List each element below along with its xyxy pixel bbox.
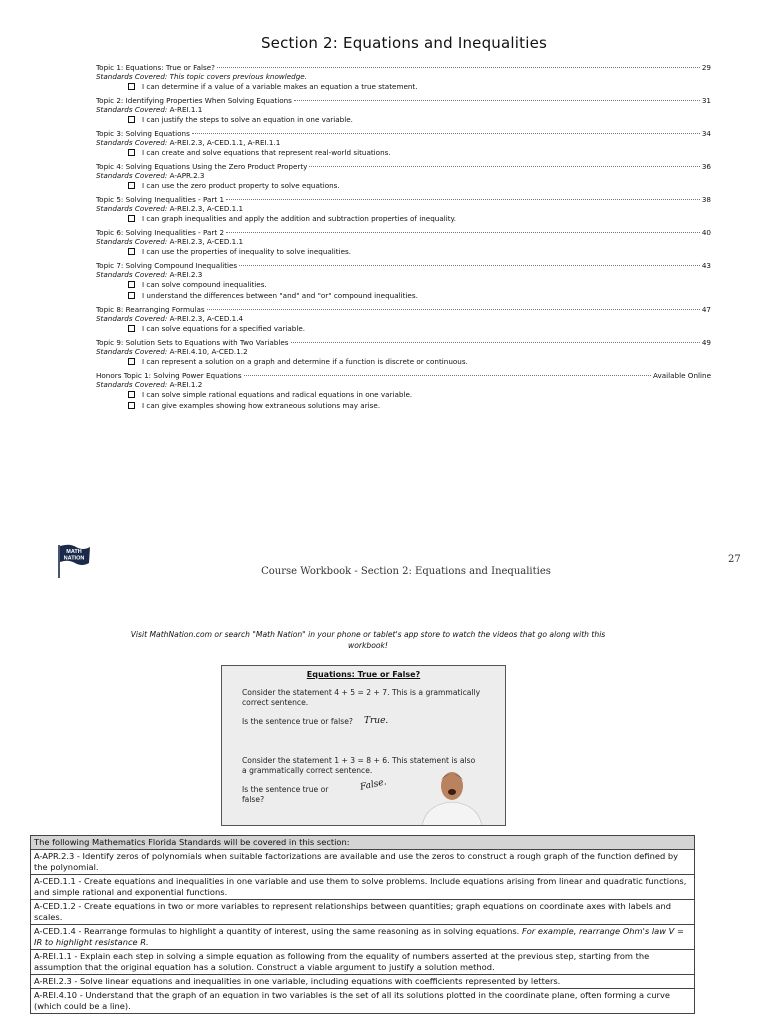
toc-topic-line[interactable]	[96, 162, 711, 171]
standard-text: A-CED.1.2 - Create equations in two or more variables to represent relationships between quantities; graph equations on coordinate axes with labels and scales.	[34, 901, 672, 922]
toc-topic	[96, 305, 711, 334]
page-footer: Course Workbook - Section 2: Equations and Inequalities	[261, 566, 551, 577]
topic-title[interactable]: Honors Topic 1: Solving Power Equations	[96, 371, 242, 380]
topic-title[interactable]: Topic 8: Rearranging Formulas	[96, 305, 205, 314]
topic-page: 29	[701, 63, 711, 72]
standards-covered	[96, 237, 711, 246]
checkbox[interactable]	[128, 116, 135, 123]
logo-text-1: MATH	[66, 549, 82, 555]
i-can-text: I can solve compound inequalities.	[142, 280, 267, 289]
i-can-statement	[96, 147, 711, 158]
standards-label: Standards Covered:	[96, 138, 168, 147]
standards-codes: This topic covers previous knowledge.	[169, 72, 308, 81]
toc-topic	[96, 338, 711, 367]
standards-table	[30, 835, 695, 1014]
topic-page: 47	[701, 305, 711, 314]
video-question-1: Is the sentence true or false?	[242, 717, 353, 726]
standards-label: Standards Covered:	[96, 204, 168, 213]
i-can-text: I can solve equations for a specified variable.	[142, 324, 306, 333]
topic-page: 40	[701, 228, 711, 237]
visit-instructions: Visit MathNation.com or search "Math Nation" in your phone or tablet's app store to watch the videos that go along with this workbook!	[130, 630, 606, 650]
standard-example: For example, rearrange Ohm's law V = IR to highlight resistance R.	[34, 926, 684, 947]
video-thumbnail[interactable]	[221, 665, 506, 826]
standard-cell	[31, 989, 695, 1014]
standards-label: Standards Covered:	[96, 72, 168, 81]
video-question-2: Is the sentence true or false?	[242, 785, 329, 804]
table-row	[31, 989, 695, 1014]
standards-codes: A-REI.1.1	[169, 105, 203, 114]
standards-codes: A-REI.2.3, A-CED.1.4	[169, 314, 244, 323]
i-can-statement	[96, 81, 711, 92]
standards-label: Standards Covered:	[96, 347, 168, 356]
table-row	[31, 950, 695, 975]
standards-covered	[96, 138, 711, 147]
standard-cell	[31, 975, 695, 989]
i-can-statement	[96, 323, 711, 334]
checkbox[interactable]	[128, 83, 135, 90]
standards-codes: A-APR.2.3	[169, 171, 205, 180]
i-can-text: I can create and solve equations that represent real-world situations.	[142, 148, 391, 157]
i-can-text: I understand the differences between "and" and "or" compound inequalities.	[142, 291, 418, 300]
table-header-cell: The following Mathematics Florida Standards will be covered in this section:	[31, 836, 695, 850]
standards-covered	[96, 72, 711, 81]
toc-topic-line[interactable]	[96, 305, 711, 314]
page-number: 27	[728, 554, 741, 565]
standards-label: Standards Covered:	[96, 237, 168, 246]
topic-page: 31	[701, 96, 711, 105]
standards-covered	[96, 347, 711, 356]
leader-dots	[309, 166, 699, 167]
leader-dots	[226, 232, 700, 233]
i-can-statement	[96, 290, 711, 301]
toc-topic-line[interactable]	[96, 371, 711, 380]
table-row	[31, 900, 695, 925]
toc-topic	[96, 63, 711, 92]
standards-codes: A-REI.2.3, A-CED.1.1, A-REI.1.1	[169, 138, 281, 147]
standard-text: A-REI.1.1 - Explain each step in solving a simple equation as following from the equality of numbers asserted at the previous step, starting from the assumption that the original equation has a solution. Construct a viable argument to justify a solution method.	[34, 951, 650, 972]
toc-topic	[96, 195, 711, 224]
toc-topic	[96, 371, 711, 411]
topic-title[interactable]: Topic 6: Solving Inequalities - Part 2	[96, 228, 225, 237]
table-row	[31, 925, 695, 950]
presenter-image	[418, 766, 486, 826]
topic-title[interactable]: Topic 9: Solution Sets to Equations with Two Variables	[96, 338, 289, 347]
checkbox[interactable]	[128, 358, 135, 365]
standards-codes: A-REI.2.3, A-CED.1.1	[169, 237, 244, 246]
standard-cell	[31, 925, 695, 950]
i-can-text: I can determine if a value of a variable makes an equation a true statement.	[142, 82, 418, 91]
standard-text: A-REI.2.3 - Solve linear equations and inequalities in one variable, including equations with coefficients represented by letters.	[34, 976, 561, 986]
i-can-text: I can use the zero product property to solve equations.	[142, 181, 340, 190]
i-can-statement	[96, 213, 711, 224]
standards-covered	[96, 105, 711, 114]
table-row	[31, 975, 695, 989]
toc-topic-line[interactable]	[96, 261, 711, 270]
standards-label: Standards Covered:	[96, 171, 168, 180]
leader-dots	[291, 342, 700, 343]
checkbox[interactable]	[128, 149, 135, 156]
i-can-text: I can justify the steps to solve an equation in one variable.	[142, 115, 353, 124]
checkbox[interactable]	[128, 248, 135, 255]
standards-codes: A-REI.2.3, A-CED.1.1	[169, 204, 244, 213]
topic-page: Available Online	[652, 371, 711, 380]
standard-text: A-CED.1.1 - Create equations and inequalities in one variable and use them to solve problems. Include equations arising from linear and quadratic functions, and simple rational and exponential functions.	[34, 876, 687, 897]
i-can-text: I can use the properties of inequality to solve inequalities.	[142, 247, 352, 256]
standard-cell	[31, 950, 695, 975]
video-title: Equations: True or False?	[306, 670, 421, 679]
i-can-text: I can give examples showing how extraneous solutions may arise.	[142, 401, 381, 410]
standards-label: Standards Covered:	[96, 105, 168, 114]
standards-label: Standards Covered:	[96, 314, 168, 323]
toc-topic	[96, 261, 711, 301]
standards-covered	[96, 204, 711, 213]
topic-title[interactable]: Topic 5: Solving Inequalities - Part 1	[96, 195, 225, 204]
standards-covered	[96, 314, 711, 323]
toc-topic	[96, 96, 711, 125]
i-can-statement	[96, 389, 711, 400]
table-row	[31, 850, 695, 875]
standard-text: A-REI.4.10 - Understand that the graph of an equation in two variables is the set of all its solutions plotted in the coordinate plane, often forming a curve (which could be a line).	[34, 990, 670, 1011]
checkbox[interactable]	[128, 182, 135, 189]
standards-covered	[96, 380, 711, 389]
table-header-row	[31, 836, 695, 850]
standard-cell	[31, 900, 695, 925]
leader-dots	[207, 309, 700, 310]
i-can-statement	[96, 246, 711, 257]
toc-topic-line[interactable]	[96, 228, 711, 237]
leader-dots	[294, 100, 700, 101]
topic-page: 49	[701, 338, 711, 347]
standards-covered	[96, 270, 711, 279]
toc-topic	[96, 129, 711, 158]
toc-topic-line[interactable]	[96, 96, 711, 105]
video-answer-1: True.	[364, 716, 389, 726]
logo-text-2: NATION	[63, 555, 85, 562]
table-row	[31, 875, 695, 900]
i-can-statement	[96, 400, 711, 411]
checkbox[interactable]	[128, 281, 135, 288]
topic-title[interactable]: Topic 1: Equations: True or False?	[96, 63, 215, 72]
standards-covered	[96, 171, 711, 180]
toc-topic	[96, 228, 711, 257]
checkbox[interactable]	[128, 292, 135, 299]
checkbox[interactable]	[128, 215, 135, 222]
toc-topic-line[interactable]	[96, 195, 711, 204]
toc-topic-line[interactable]	[96, 129, 711, 138]
standards-codes: A-REI.2.3	[169, 270, 203, 279]
topic-title[interactable]: Topic 7: Solving Compound Inequalities	[96, 261, 238, 270]
leader-dots	[239, 265, 700, 266]
standard-text: A-APR.2.3 - Identify zeros of polynomials when suitable factorizations are available and use the zeros to construct a rough graph of the function defined by the polynomial.	[34, 851, 679, 872]
topic-page: 38	[701, 195, 711, 204]
toc-topic-line[interactable]	[96, 63, 711, 72]
section-title: Section 2: Equations and Inequalities	[260, 34, 548, 52]
leader-dots	[192, 133, 700, 134]
leader-dots	[226, 199, 700, 200]
i-can-statement	[96, 356, 711, 367]
video-statement-2: Consider the statement 1 + 3 = 8 + 6. This statement is also a grammatically correct sentence.	[242, 756, 476, 775]
video-statement-1: Consider the statement 4 + 5 = 2 + 7. This is a grammatically correct sentence.	[242, 688, 481, 707]
video-answer-2: False.	[359, 777, 388, 793]
i-can-text: I can represent a solution on a graph and determine if a function is discrete or continuous.	[142, 357, 468, 366]
checkbox[interactable]	[128, 402, 135, 409]
standard-cell	[31, 850, 695, 875]
leader-dots	[244, 375, 651, 376]
standards-codes: A-REI.1.2	[169, 380, 203, 389]
topic-page: 34	[701, 129, 711, 138]
topic-title[interactable]: Topic 3: Solving Equations	[96, 129, 190, 138]
standards-label: Standards Covered:	[96, 270, 168, 279]
checkbox[interactable]	[128, 391, 135, 398]
topic-title[interactable]: Topic 4: Solving Equations Using the Zero Product Property	[96, 162, 308, 171]
i-can-text: I can graph inequalities and apply the addition and subtraction properties of inequality.	[142, 214, 457, 223]
i-can-statement	[96, 180, 711, 191]
toc-topic-line[interactable]	[96, 338, 711, 347]
standard-cell	[31, 875, 695, 900]
topic-page: 43	[701, 261, 711, 270]
table-of-contents	[96, 63, 711, 415]
leader-dots	[217, 67, 700, 68]
topic-title[interactable]: Topic 2: Identifying Properties When Solving Equations	[96, 96, 292, 105]
i-can-statement	[96, 279, 711, 290]
standards-label: Standards Covered:	[96, 380, 168, 389]
checkbox[interactable]	[128, 325, 135, 332]
i-can-statement	[96, 114, 711, 125]
toc-topic	[96, 162, 711, 191]
standard-text: A-CED.1.4 - Rearrange formulas to highlight a quantity of interest, using the same reasoning as in solving equations.	[34, 926, 520, 936]
topic-page: 36	[701, 162, 711, 171]
standards-codes: A-REI.4.10, A-CED.1.2	[169, 347, 248, 356]
i-can-text: I can solve simple rational equations and radical equations in one variable.	[142, 390, 413, 399]
